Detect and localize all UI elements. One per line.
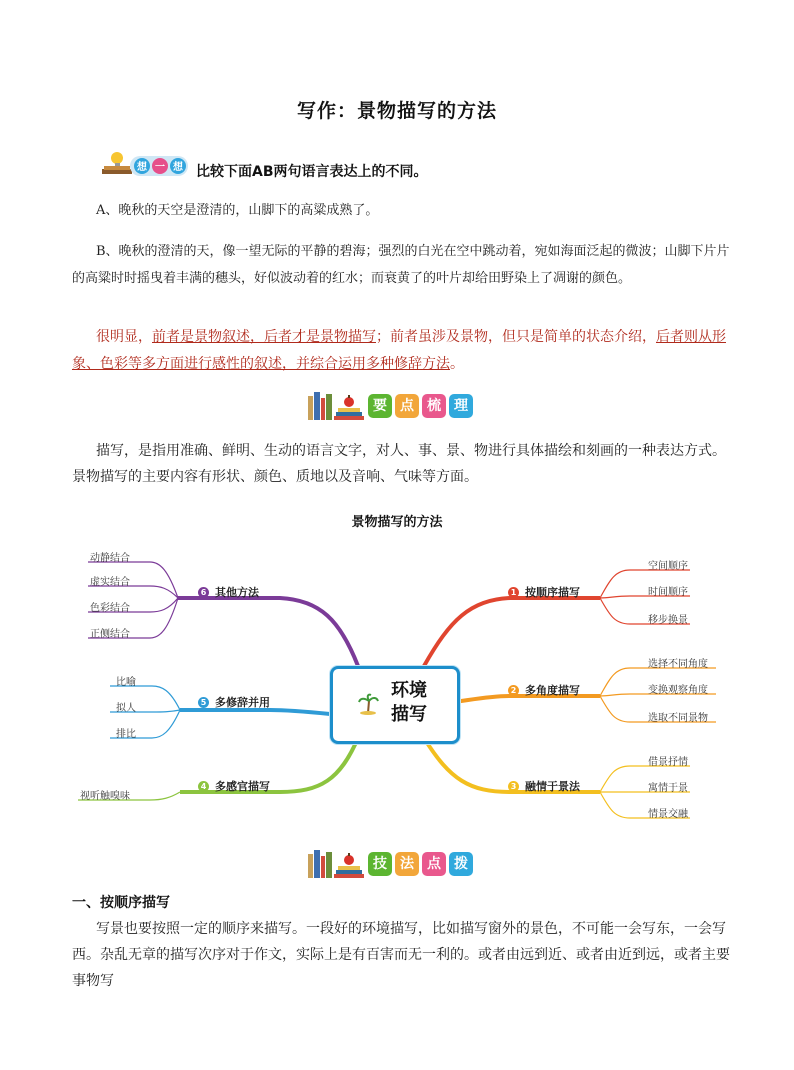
branch-6-label — [198, 584, 259, 600]
badge-char: 想 — [137, 162, 147, 173]
branch-text: 融情于景法 — [525, 780, 580, 793]
leaf: 视听触嗅味 — [80, 791, 130, 802]
banner-chip: 技 — [368, 852, 392, 876]
leaf: 空间顺序 — [648, 561, 688, 572]
analysis-underline: 后者则从形象、色彩等多方面进行感性的叙述，并综合运用多种修辞方法 — [72, 329, 726, 372]
sentence-b: B、晚秋的澄清的天，像一望无际的平静的碧海；强烈的白光在空中跳动着，宛如海面泛起的微波；山脚下片片的高粱时时摇曳着丰满的穗头，好似波动着的红水；而衰黄了的叶片却给田野染上了凋谢的颜色。 — [72, 244, 730, 286]
leaf: 排比 — [116, 729, 136, 740]
leaf: 情景交融 — [648, 809, 688, 820]
page-title: 写作：景物描写的方法 — [296, 100, 497, 122]
section-paragraph: 写景也要按照一定的顺序来描写。一段好的环境描写，比如描写窗外的景色，不可能一会写东，一会写西。杂乱无章的描写次序对于作文，实际上是有百害而无一利的。或者由远到近、或者由近到远，或者主要事物写 — [72, 921, 730, 989]
branch-number: 6 — [198, 587, 209, 598]
mindmap-center — [330, 666, 460, 744]
leaf: 时间顺序 — [648, 587, 688, 598]
badge-char: 一 — [155, 162, 165, 173]
branch-number: 2 — [508, 685, 519, 696]
lightbulb-icon — [111, 152, 123, 164]
branch-text: 其他方法 — [215, 586, 259, 599]
leaf: 选择不同角度 — [648, 659, 708, 670]
analysis-part: 。 — [450, 356, 464, 372]
mindmap-center-label: 环境描写 — [391, 680, 427, 725]
intro-paragraph: 描写，是指用准确、鲜明、生动的语言文字，对人、事、景、物进行具体描绘和刻画的一种表达方式。景物描写的主要内容有形状、颜色、质地以及音响、气味等方面。 — [72, 443, 726, 485]
analysis-part: ；前者虽涉及景物，但只是简单的状态介绍， — [376, 329, 656, 345]
banner-chip: 梳 — [422, 394, 446, 418]
badge-char: 想 — [173, 162, 183, 173]
banner-chip: 理 — [449, 394, 473, 418]
think-badge — [100, 150, 192, 178]
banner-chip: 法 — [395, 852, 419, 876]
analysis-underline: 前者是景物叙述，后者才是景物描写 — [152, 329, 376, 345]
books-icon — [306, 848, 366, 880]
leaf: 借景抒情 — [648, 757, 688, 768]
banner-chip: 要 — [368, 394, 392, 418]
branch-4-label — [198, 778, 270, 794]
mindmap-title: 景物描写的方法 — [351, 515, 443, 530]
leaf: 拟人 — [116, 703, 136, 714]
leaf: 虚实结合 — [90, 577, 130, 588]
banner-chip: 点 — [422, 852, 446, 876]
branch-number: 4 — [198, 781, 209, 792]
leaf: 色彩结合 — [90, 603, 130, 614]
banner-chip: 拨 — [449, 852, 473, 876]
branch-text: 多感官描写 — [215, 780, 270, 793]
leaf: 正侧结合 — [90, 629, 130, 640]
branch-1-label — [508, 584, 580, 600]
leaf: 移步换景 — [648, 615, 688, 626]
analysis-part: 很明显， — [96, 329, 152, 345]
palm-tree-icon — [357, 693, 379, 715]
branch-2-label — [508, 682, 580, 698]
sentence-a: A、晚秋的天空是澄清的，山脚下的高粱成熟了。 — [96, 203, 379, 218]
branch-3-label — [508, 778, 580, 794]
branch-number: 5 — [198, 697, 209, 708]
analysis-paragraph — [72, 324, 732, 378]
leaf: 比喻 — [116, 677, 136, 688]
branch-number: 1 — [508, 587, 519, 598]
leaf: 动静结合 — [90, 553, 130, 564]
leaf: 寓情于景 — [648, 783, 688, 794]
leaf: 变换观察角度 — [648, 685, 708, 696]
think-prompt: 比较下面AB两句语言表达上的不同。 — [196, 164, 428, 180]
section-heading: 一、按顺序描写 — [72, 895, 170, 911]
books-icon — [306, 390, 366, 422]
branch-number: 3 — [508, 781, 519, 792]
branch-text: 多角度描写 — [525, 684, 580, 697]
mindmap — [70, 540, 730, 830]
branch-text: 按顺序描写 — [525, 586, 580, 599]
banner-chip: 点 — [395, 394, 419, 418]
leaf: 选取不同景物 — [648, 713, 708, 724]
branch-5-label — [198, 694, 270, 710]
branch-text: 多修辞并用 — [215, 696, 270, 709]
